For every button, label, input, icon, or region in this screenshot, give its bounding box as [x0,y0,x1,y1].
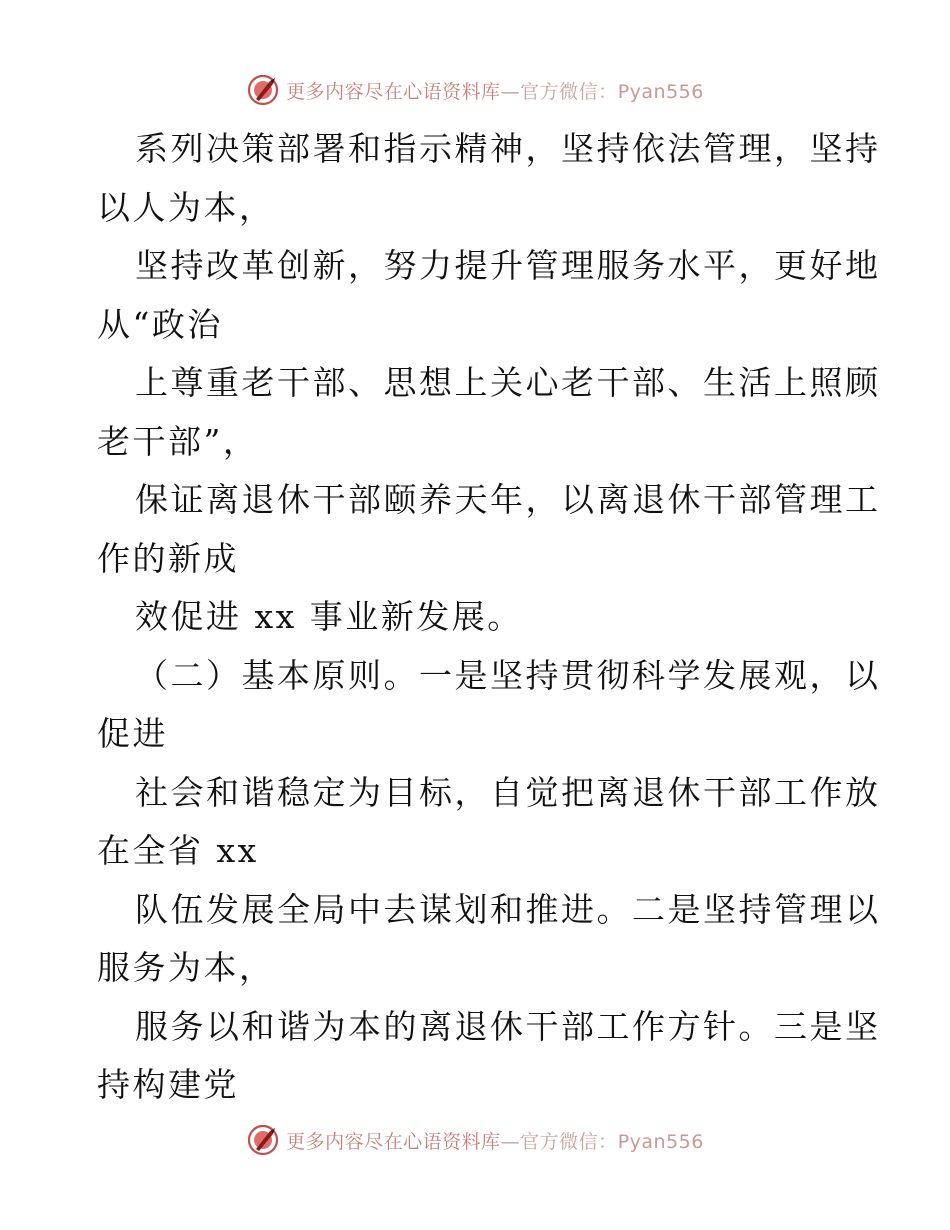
text-line: 服务为本， [97,948,275,987]
watermark-id: Pyan556 [617,1130,704,1153]
text-line: 保证离退休干部颐养天年，以离退休干部管理工 [135,480,881,519]
text-line: 社会和谐稳定为目标，自觉把离退休干部工作放 [135,772,881,812]
quill-logo-icon [246,1123,280,1157]
text-line: 以人为本， [97,187,275,227]
watermark-label: 官方微信： [520,80,618,103]
watermark-text [286,77,704,104]
footer-watermark [0,1120,950,1160]
watermark-brand: 更多内容尽在心语资料库 [286,80,501,103]
text-line: 作的新成 [97,538,239,578]
text-line: 效促进 xx 事业新发展。 [135,597,523,636]
text-line: 系列决策部署和指示精神，坚持依法管理，坚持 [135,129,881,168]
watermark-id: Pyan556 [617,80,704,103]
text-line: 老干部”， [97,421,259,461]
watermark-dash: — [500,80,521,103]
quill-logo-icon [246,73,280,107]
header-watermark [0,70,950,110]
watermark-brand: 更多内容尽在心语资料库 [286,1130,501,1153]
text-line: 从“政治 [97,304,223,344]
text-line: 上尊重老干部、思想上关心老干部、生活上照顾 [135,363,881,402]
text-line: 促进 [97,714,168,753]
text-line: 持构建党 [97,1065,239,1104]
text-line: 坚持改革创新，努力提升管理服务水平，更好地 [135,246,881,285]
watermark-text [286,1127,704,1154]
watermark-label: 官方微信： [520,1130,618,1153]
watermark-dash: — [500,1130,521,1153]
text-line: 服务以和谐为本的离退休干部工作方针。三是坚 [135,1006,881,1046]
document-body [97,120,881,1115]
text-line: 队伍发展全局中去谋划和推进。二是坚持管理以 [135,889,881,929]
text-line: （二）基本原则。一是坚持贯彻科学发展观，以 [135,655,881,695]
text-line: 在全省 xx [97,831,259,870]
